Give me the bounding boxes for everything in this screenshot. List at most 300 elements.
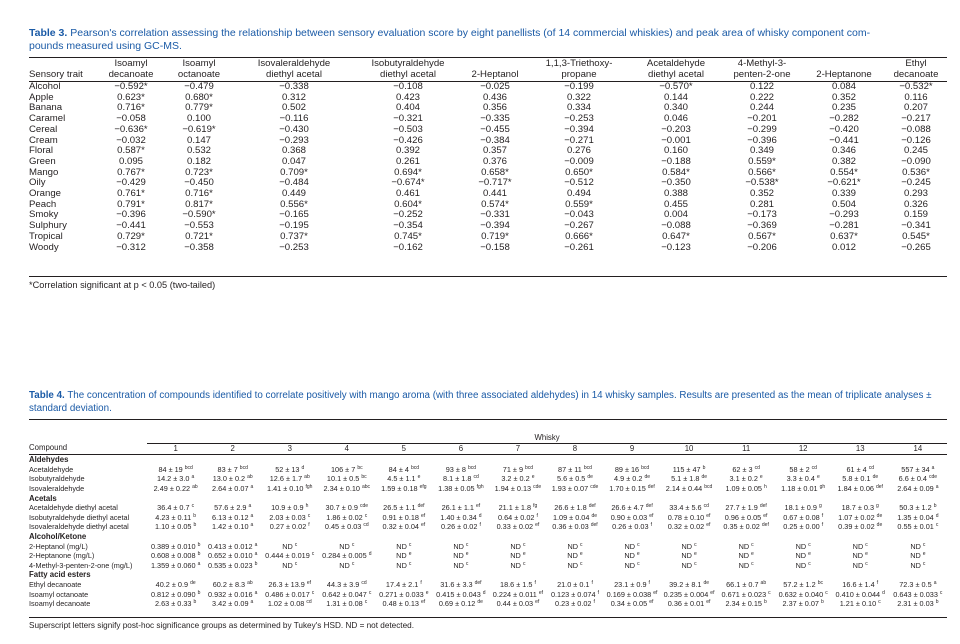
concentration-value: 0.643 ± 0.033	[893, 589, 938, 599]
concentration-cell	[204, 484, 261, 494]
concentration-cell	[147, 580, 204, 590]
concentration-cell	[889, 484, 947, 494]
correlation-cell: 0.100	[186, 113, 211, 125]
concentration-cell	[204, 561, 261, 571]
concentration-cell	[318, 590, 375, 600]
concentration-value: 36.4 ± 0.7	[157, 503, 190, 513]
table4-concentration-table	[29, 433, 947, 609]
significance-group: def	[645, 503, 653, 510]
table4-section-title: Acetals	[29, 493, 57, 503]
correlation-cell: 0.461	[395, 188, 420, 200]
table4-section-row	[29, 494, 947, 504]
table-row	[29, 513, 947, 523]
concentration-value: 1.59 ± 0.18	[381, 483, 418, 493]
concentration-cell	[832, 522, 889, 532]
concentration-cell	[147, 522, 204, 532]
correlation-cell: −0.532*	[899, 81, 933, 92]
table-row	[29, 522, 947, 532]
correlation-cell: 0.658*	[481, 166, 509, 178]
concentration-cell	[318, 551, 375, 561]
significance-group: ef	[421, 599, 426, 606]
significance-group: fg	[533, 503, 538, 510]
correlation-cell: 0.716*	[117, 102, 145, 114]
significance-group: fgh	[476, 483, 484, 490]
concentration-cell	[318, 599, 375, 609]
concentration-cell	[546, 474, 603, 484]
significance-group: e	[531, 474, 535, 481]
correlation-cell: 0.584*	[662, 166, 690, 178]
significance-group: bcd	[184, 464, 193, 471]
significance-group: cde	[590, 483, 599, 490]
significance-group: c	[808, 541, 811, 548]
concentration-cell	[432, 590, 489, 600]
table-row	[29, 599, 947, 609]
correlation-cell: −0.203	[661, 123, 691, 135]
significance-group: f	[650, 522, 652, 529]
correlation-cell: 0.779*	[185, 102, 213, 114]
concentration-value: 93 ± 8	[445, 464, 466, 474]
concentration-cell	[147, 551, 204, 561]
concentration-cell	[489, 542, 546, 552]
concentration-cell	[775, 474, 832, 484]
concentration-cell	[318, 484, 375, 494]
concentration-value: 89 ± 16	[614, 464, 640, 474]
concentration-cell	[661, 542, 718, 552]
concentration-cell	[204, 474, 261, 484]
significance-group: e	[425, 589, 429, 596]
correlation-cell: 0.441	[482, 188, 507, 200]
table3-column-header	[527, 59, 631, 82]
concentration-cell	[775, 542, 832, 552]
table3-column-header-line: decanoate	[893, 68, 939, 80]
correlation-cell: −0.420	[829, 123, 859, 135]
significance-group: e	[751, 551, 754, 558]
concentration-value: 1.21 ± 0.10	[839, 599, 877, 609]
concentration-value: 57.6 ± 2.9	[214, 503, 247, 513]
concentration-cell	[546, 599, 603, 609]
concentration-cell	[889, 590, 947, 600]
sensory-trait-cell: Green	[29, 155, 56, 167]
correlation-cell: 0.719*	[481, 230, 509, 242]
significance-group: b	[763, 599, 767, 606]
table4-group-header-row	[29, 433, 947, 443]
concentration-cell	[375, 503, 432, 513]
concentration-cell	[718, 484, 775, 494]
table4-section-row	[29, 455, 947, 465]
concentration-cell	[432, 551, 489, 561]
significance-group: c	[935, 522, 939, 529]
table3-bottom-rule	[29, 276, 947, 277]
concentration-cell	[889, 465, 947, 475]
concentration-cell	[889, 474, 947, 484]
significance-group: ab	[192, 483, 198, 490]
correlation-cell: −0.430	[279, 123, 309, 135]
table3-column-header-line: diethyl acetal	[648, 68, 704, 80]
concentration-value: 57.2 ± 1.2	[783, 579, 816, 589]
concentration-value: 0.45 ± 0.03	[324, 522, 362, 532]
correlation-cell: 0.574*	[481, 198, 509, 210]
concentration-value: 4.5 ± 1.1	[387, 474, 416, 484]
significance-group: c	[351, 560, 355, 567]
concentration-value: 1.10 ± 0.05	[155, 522, 192, 532]
concentration-value: 10.9 ± 0.9	[271, 503, 304, 513]
correlation-cell: −0.261	[564, 241, 594, 253]
significance-group: d	[478, 512, 482, 519]
concentration-value: ND	[852, 560, 864, 570]
correlation-cell: 0.222	[749, 91, 774, 103]
significance-group: cde	[929, 474, 938, 481]
concentration-value: 39.2 ± 8.1	[669, 579, 702, 589]
correlation-cell: −0.312	[116, 241, 146, 253]
correlation-cell: 0.502	[281, 102, 306, 114]
concentration-cell	[432, 513, 489, 523]
significance-group: ef	[421, 522, 426, 529]
correlation-cell: 0.012	[831, 241, 856, 253]
correlation-cell: 0.004	[663, 209, 688, 221]
concentration-cell	[261, 503, 318, 513]
concentration-cell	[432, 599, 489, 609]
concentration-cell	[261, 474, 318, 484]
correlation-cell: −0.123	[661, 241, 691, 253]
correlation-cell: 0.352	[749, 188, 774, 200]
concentration-cell	[889, 551, 947, 561]
significance-group: a	[250, 483, 254, 490]
table3-column-header-line: 1,1,3-Triethoxy-	[545, 58, 613, 69]
concentration-value: ND	[396, 560, 407, 570]
concentration-cell	[261, 551, 318, 561]
concentration-value: 1.93 ± 0.07	[551, 483, 589, 493]
concentration-cell	[546, 513, 603, 523]
table-row	[29, 484, 947, 494]
correlation-cell: −0.394	[564, 123, 594, 135]
correlation-cell: 0.322	[566, 91, 591, 103]
table3-column-header-line: diethyl acetal	[266, 68, 322, 80]
significance-group: a	[250, 522, 254, 529]
significance-group: def	[588, 503, 596, 510]
table3-caption-line1: Pearson's correlation assessing the relationship between sensory evaluation score by eight panellists (of 14 commercial whiskies) and peak area of whisky component com-	[70, 27, 871, 39]
concentration-cell	[261, 465, 318, 475]
significance-group: e	[408, 551, 412, 558]
significance-group: def	[417, 503, 425, 510]
correlation-cell: 0.566*	[748, 166, 776, 178]
correlation-cell: −0.354	[393, 220, 423, 232]
correlation-cell: 0.604*	[394, 198, 422, 210]
correlation-cell: −0.341	[901, 220, 931, 232]
concentration-value: 1.41 ± 0.10	[267, 483, 304, 493]
significance-group: c	[368, 589, 372, 596]
correlation-cell: −0.441	[116, 220, 146, 232]
significance-group: b	[197, 589, 201, 596]
concentration-cell	[604, 484, 661, 494]
correlation-cell: 0.368	[281, 145, 306, 157]
significance-group: f	[821, 522, 824, 529]
significance-group: c	[878, 599, 881, 606]
table3-caption	[29, 27, 870, 53]
significance-group: def	[647, 483, 655, 490]
table4-caption-line2: standard deviation.	[29, 403, 112, 414]
correlation-cell: 0.392	[395, 145, 420, 157]
concentration-cell	[318, 580, 375, 590]
concentration-value: 0.26 ± 0.02	[440, 522, 478, 532]
significance-group: c	[191, 503, 195, 510]
concentration-value: ND	[282, 541, 293, 551]
table4-whisky-number: 14	[913, 443, 923, 453]
significance-group: e	[636, 551, 640, 558]
correlation-cell: 0.235	[831, 102, 856, 114]
concentration-cell	[147, 465, 204, 475]
significance-group: d	[368, 551, 372, 558]
table3-column-header-line: propane	[561, 68, 597, 80]
significance-group: cd	[811, 464, 817, 471]
significance-group: c	[522, 541, 526, 548]
significance-group: h	[763, 483, 767, 490]
concentration-cell	[718, 522, 775, 532]
correlation-cell: −0.188	[661, 155, 691, 167]
concentration-cell	[318, 513, 375, 523]
concentration-cell	[489, 513, 546, 523]
correlation-cell: 0.666*	[565, 230, 593, 242]
significance-group: ab	[304, 474, 310, 481]
significance-group: def	[759, 503, 767, 510]
concentration-value: 26.5 ± 1.1	[383, 503, 416, 513]
correlation-cell: 0.504	[831, 198, 856, 210]
correlation-cell: −0.265	[901, 241, 931, 253]
concentration-cell	[775, 513, 832, 523]
concentration-cell	[489, 580, 546, 590]
correlation-cell: −0.001	[661, 134, 691, 146]
significance-group: cd	[306, 599, 312, 606]
table3-column-header	[463, 59, 527, 82]
concentration-cell	[489, 465, 546, 475]
significance-group: a	[250, 512, 254, 519]
concentration-cell	[318, 503, 375, 513]
compound-name-cell: Acetaldehyde	[29, 464, 74, 474]
concentration-value: 71 ± 9	[502, 464, 523, 474]
concentration-value: 0.27 ± 0.02	[269, 522, 307, 532]
compound-name-cell: Isobutyraldehyde diethyl acetal	[29, 512, 130, 522]
significance-group: c	[808, 560, 811, 567]
significance-group: de	[477, 599, 483, 606]
table4-caption-line1: The concentration of compounds identified to correlate positively with mango aroma (with three associated aldehydes) in 14 whisky samples. Results are presented as the mean of triplicate analyses ±	[67, 390, 932, 401]
sensory-trait-cell: Floral	[29, 145, 53, 157]
correlation-cell: −0.282	[829, 113, 859, 125]
concentration-value: 3.1 ± 0.2	[729, 474, 758, 484]
table3-header-row	[29, 59, 947, 82]
significance-group: d	[301, 464, 305, 471]
correlation-cell: −0.199	[564, 81, 594, 92]
concentration-value: ND	[738, 541, 750, 551]
concentration-value: 0.35 ± 0.02	[723, 522, 760, 532]
correlation-cell: −0.253	[279, 241, 309, 253]
significance-group: a	[250, 599, 254, 606]
concentration-value: 13.0 ± 0.2	[212, 474, 246, 484]
table3-correlation-table	[29, 59, 947, 253]
correlation-cell: 0.694*	[394, 166, 422, 178]
significance-group: c	[865, 560, 868, 567]
concentration-value: 0.34 ± 0.05	[610, 599, 648, 609]
concentration-cell	[889, 513, 947, 523]
concentration-value: 0.444 ± 0.019	[265, 551, 310, 561]
concentration-cell	[889, 599, 947, 609]
concentration-value: 50.3 ± 1.2	[899, 503, 932, 513]
significance-group: b	[935, 599, 939, 606]
correlation-cell: 0.116	[904, 91, 928, 103]
concentration-value: 87 ± 11	[558, 464, 582, 474]
significance-group: ef	[306, 579, 312, 586]
concentration-value: 18.6 ± 1.5	[500, 579, 533, 589]
significance-group: ef	[649, 512, 654, 519]
correlation-cell: −0.621*	[827, 177, 861, 189]
table3-column-header	[99, 59, 163, 82]
correlation-cell: 0.357	[482, 145, 507, 157]
correlation-cell: −0.331	[480, 209, 510, 221]
concentration-value: 3.3 ± 0.4	[786, 474, 815, 484]
table3-column-header-line: diethyl acetal	[380, 68, 436, 80]
significance-group: ef	[421, 512, 426, 519]
concentration-value: 14.2 ± 3.0	[157, 474, 190, 484]
concentration-cell	[432, 561, 489, 571]
concentration-cell	[489, 551, 546, 561]
significance-group: ef	[535, 599, 540, 606]
correlation-cell: 0.281	[749, 198, 774, 210]
concentration-cell	[832, 513, 889, 523]
correlation-cell: −0.396	[747, 134, 777, 146]
concentration-cell	[775, 522, 832, 532]
concentration-value: 557 ± 34	[901, 464, 930, 474]
concentration-value: 0.812 ± 0.090	[150, 589, 196, 599]
sensory-trait-cell: Caramel	[29, 113, 66, 125]
correlation-cell: −0.394	[480, 220, 510, 232]
concentration-value: 10.1 ± 0.5	[326, 474, 360, 484]
significance-group: e	[816, 474, 820, 481]
correlation-cell: −0.201	[747, 113, 777, 125]
concentration-value: 12.6 ± 1.7	[269, 474, 303, 484]
concentration-value: 2.03 ± 0.03	[269, 512, 306, 522]
table3-column-header	[29, 59, 99, 82]
concentration-cell	[775, 465, 832, 475]
significance-group: f	[591, 579, 593, 586]
table-row	[29, 243, 947, 254]
table3-column-header-line: penten-2-one	[733, 68, 791, 80]
concentration-value: 1.07 ± 0.02	[838, 512, 875, 522]
concentration-value: 0.48 ± 0.13	[382, 599, 419, 609]
significance-group: ef	[763, 512, 768, 519]
concentration-cell	[718, 465, 775, 475]
table-row	[29, 474, 947, 484]
concentration-cell	[718, 474, 775, 484]
significance-group: e	[759, 474, 763, 481]
correlation-cell: −0.206	[747, 241, 777, 253]
concentration-value: ND	[852, 551, 864, 561]
correlation-cell: 0.356	[482, 102, 507, 114]
concentration-cell	[147, 513, 204, 523]
significance-group: de	[701, 474, 708, 481]
concentration-cell	[546, 561, 603, 571]
concentration-value: 1.35 ± 0.04	[897, 512, 934, 522]
significance-group: cde	[359, 503, 369, 510]
concentration-value: 0.271 ± 0.033	[379, 589, 424, 599]
concentration-value: 17.4 ± 2.1	[385, 579, 419, 589]
concentration-cell	[661, 522, 718, 532]
concentration-cell	[832, 503, 889, 513]
concentration-cell	[204, 542, 261, 552]
concentration-value: 26.1 ± 1.1	[441, 503, 474, 513]
concentration-cell	[204, 465, 261, 475]
correlation-cell: −0.162	[393, 241, 423, 253]
concentration-value: 2.49 ± 0.22	[153, 483, 191, 493]
concentration-value: 0.36 ± 0.03	[552, 522, 589, 532]
significance-group: c	[311, 551, 315, 558]
concentration-cell	[261, 522, 318, 532]
concentration-value: 66.1 ± 0.7	[726, 579, 759, 589]
concentration-value: ND	[567, 551, 578, 561]
concentration-cell	[546, 503, 603, 513]
concentration-value: 62 ± 3	[732, 464, 753, 474]
concentration-value: ND	[624, 541, 636, 551]
table3-column-header-line: octanoate	[177, 68, 221, 80]
sensory-trait-cell: Woody	[29, 241, 59, 253]
significance-group: e	[808, 551, 811, 558]
concentration-value: ND	[795, 560, 807, 570]
concentration-cell	[661, 465, 718, 475]
concentration-cell	[489, 522, 546, 532]
correlation-cell: 0.182	[186, 155, 211, 167]
concentration-value: 33.4 ± 5.6	[669, 503, 702, 513]
compound-name-cell: Acetaldehyde diethyl acetal	[29, 503, 118, 513]
significance-group: a	[254, 541, 258, 548]
concentration-value: 5.1 ± 1.8	[671, 474, 700, 484]
correlation-cell: 0.245	[903, 145, 928, 157]
concentration-cell	[604, 503, 661, 513]
table3-column-header-line: Isoamyl	[182, 58, 216, 69]
correlation-cell: −0.025	[480, 81, 510, 92]
concentration-value: 72.3 ± 0.5	[899, 579, 932, 589]
significance-group: b	[197, 551, 201, 558]
significance-group: c	[580, 541, 583, 548]
concentration-value: 44.3 ± 3.9	[326, 579, 360, 589]
correlation-cell: −0.088	[901, 123, 931, 135]
correlation-cell: −0.674*	[391, 177, 425, 189]
concentration-cell	[775, 580, 832, 590]
concentration-cell	[375, 590, 432, 600]
concentration-cell	[718, 561, 775, 571]
significance-group: b	[193, 512, 197, 519]
concentration-cell	[604, 474, 661, 484]
concentration-cell	[832, 542, 889, 552]
concentration-cell	[604, 522, 661, 532]
concentration-cell	[204, 551, 261, 561]
correlation-cell: −0.335	[480, 113, 510, 125]
concentration-value: 0.932 ± 0.016	[207, 589, 253, 599]
concentration-cell	[832, 551, 889, 561]
concentration-value: 0.235 ± 0.004	[663, 589, 709, 599]
concentration-value: 0.608 ± 0.008	[150, 551, 196, 561]
concentration-cell	[661, 513, 718, 523]
correlation-cell: 0.352	[831, 91, 856, 103]
table-row	[29, 465, 947, 475]
table3-caption-line2: pounds measured using GC-MS.	[29, 40, 182, 52]
correlation-cell: 0.339	[831, 188, 856, 200]
table4-whisky-number: 1	[173, 443, 178, 453]
concentration-value: ND	[910, 551, 921, 561]
concentration-value: 5.8 ± 0.1	[842, 474, 871, 484]
table4-whisky-header: Whisky	[147, 433, 947, 443]
significance-group: bcd	[583, 464, 592, 471]
correlation-cell: 0.567*	[748, 230, 776, 242]
concentration-value: 30.7 ± 0.9	[325, 503, 358, 513]
significance-group: a	[933, 579, 937, 586]
table4-whisky-number: 3	[287, 443, 292, 453]
